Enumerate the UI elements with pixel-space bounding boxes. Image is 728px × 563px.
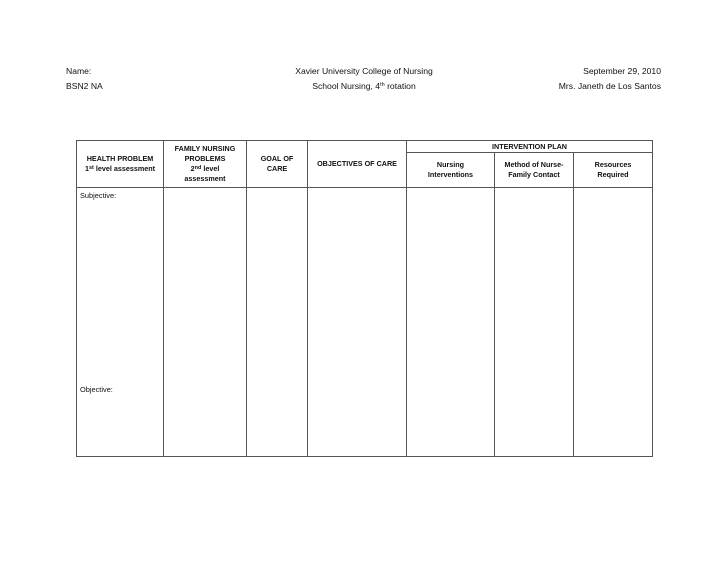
subjective-label: Subjective: xyxy=(80,191,117,200)
health-problem-header xyxy=(77,141,164,188)
header-row-1 xyxy=(77,141,653,153)
resources-required-header xyxy=(574,153,653,188)
class-label: BSN2 NA xyxy=(66,81,103,91)
resources-cell[interactable] xyxy=(574,188,653,457)
health-problem-line1: HEALTH PROBLEM xyxy=(86,154,154,163)
objective-label: Objective: xyxy=(80,385,113,394)
objectives-label: OBJECTIVES OF CARE xyxy=(317,159,397,168)
nursing-interventions-header xyxy=(407,153,495,188)
family-line4: assessment xyxy=(184,174,226,183)
method-contact-cell[interactable] xyxy=(495,188,574,457)
family-line2: PROBLEMS xyxy=(184,154,226,163)
method-contact-header xyxy=(495,153,574,188)
family-line1: FAMILY NURSING xyxy=(174,144,236,153)
date-text: September 29, 2010 xyxy=(583,66,661,76)
instructor-name: Mrs. Janeth de Los Santos xyxy=(558,81,661,91)
course-tail: rotation xyxy=(384,81,416,91)
name-label: Name: xyxy=(66,66,92,76)
family-line3: 2nd level xyxy=(190,164,220,173)
objectives-cell[interactable] xyxy=(308,188,407,457)
nursing-line2: Interventions xyxy=(427,170,474,179)
family-problems-cell[interactable] xyxy=(164,188,247,457)
health-problem-line2: 1st level assessment xyxy=(84,164,156,173)
institution-title: Xavier University College of Nursing xyxy=(295,66,433,76)
resources-line1: Resources xyxy=(594,160,632,169)
goal-line1: GOAL OF xyxy=(260,154,294,163)
nursing-care-plan-table xyxy=(76,140,653,457)
health-problem-cell[interactable] xyxy=(77,188,164,457)
nursing-line1: Nursing xyxy=(436,160,465,169)
intervention-plan-label: INTERVENTION PLAN xyxy=(492,141,567,151)
resources-line2: Required xyxy=(597,170,629,179)
goal-line2: CARE xyxy=(266,164,288,173)
course-sup: th xyxy=(380,82,385,88)
method-line1: Method of Nurse- xyxy=(504,160,564,169)
family-nursing-problems-header xyxy=(164,141,247,188)
nursing-interventions-cell[interactable] xyxy=(407,188,495,457)
goal-cell[interactable] xyxy=(247,188,308,457)
goal-of-care-header xyxy=(247,141,308,188)
body-row xyxy=(77,188,653,457)
course-main: School Nursing, 4 xyxy=(312,81,381,91)
method-line2: Family Contact xyxy=(508,170,560,179)
objectives-of-care-header xyxy=(308,141,407,188)
intervention-plan-header xyxy=(407,141,653,153)
